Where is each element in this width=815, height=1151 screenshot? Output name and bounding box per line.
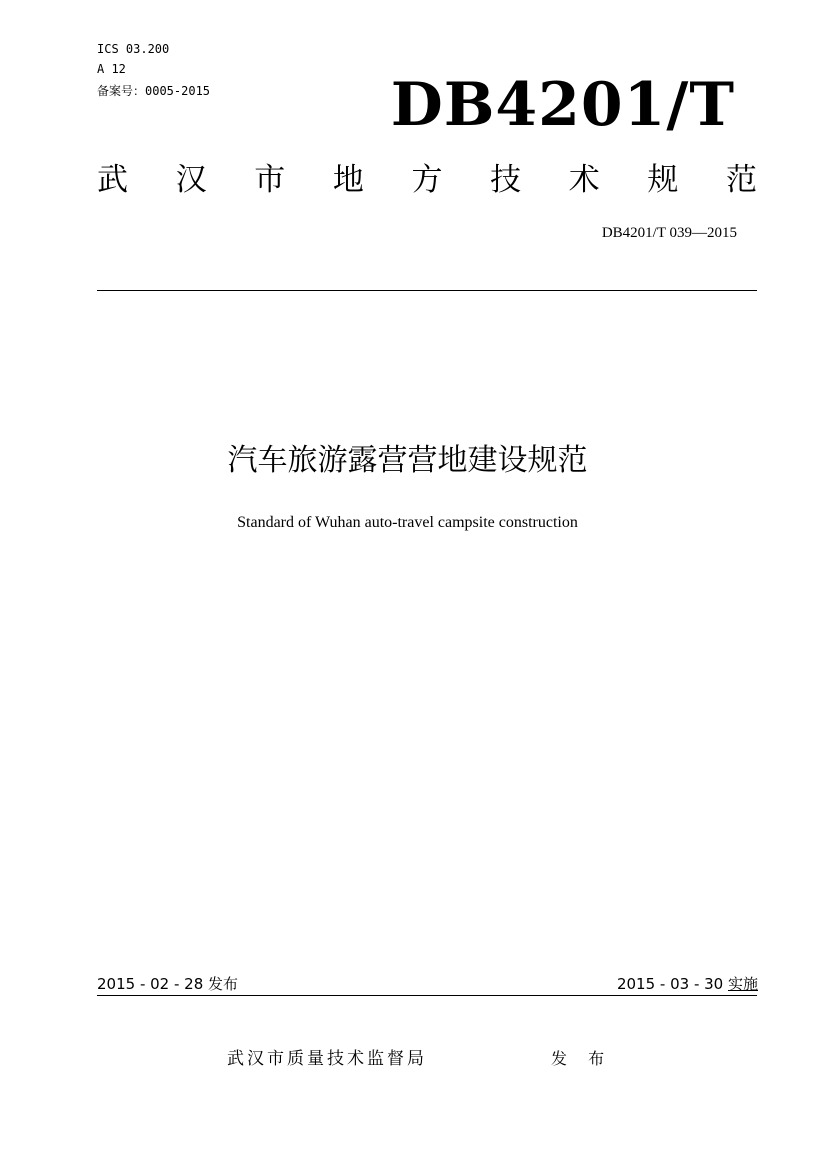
classification-code: A 12 [97,62,126,76]
spec-type-char: 规 [647,162,679,198]
ics-code: ICS 03.200 [97,42,170,56]
spec-type-char: 市 [254,162,286,198]
standard-number: DB4201/T 039—2015 [601,225,737,241]
spec-type-char: 术 [568,162,600,198]
implementation-date-value: 2015 - 03 - 30 [616,975,728,993]
spec-type-heading [97,160,757,200]
top-divider [97,290,757,291]
implementation-label: 实施 [727,975,758,993]
spec-type-char: 技 [490,162,522,198]
spec-type-char: 范 [726,162,757,198]
document-title-cn: 汽车旅游露营营地建设规范 [227,443,588,478]
publisher-name: 武汉市质量技术监督局 [227,1049,427,1069]
spec-type-char: 汉 [175,162,207,198]
implementation-date [617,974,758,994]
bottom-divider [97,995,757,996]
issue-date: 2015 - 02 - 28 发布 [97,975,239,993]
filing-number: 备案号：0005-2015 [97,84,211,98]
spec-type-char: 地 [332,162,364,198]
document-title-en: Standard of Wuhan auto-travel campsite construction [237,514,578,531]
spec-type-char: 武 [97,162,128,198]
standard-code-heading: DB4201/T [390,70,735,140]
spec-type-char: 方 [411,162,443,198]
publish-label: 发 布 [551,1049,613,1068]
